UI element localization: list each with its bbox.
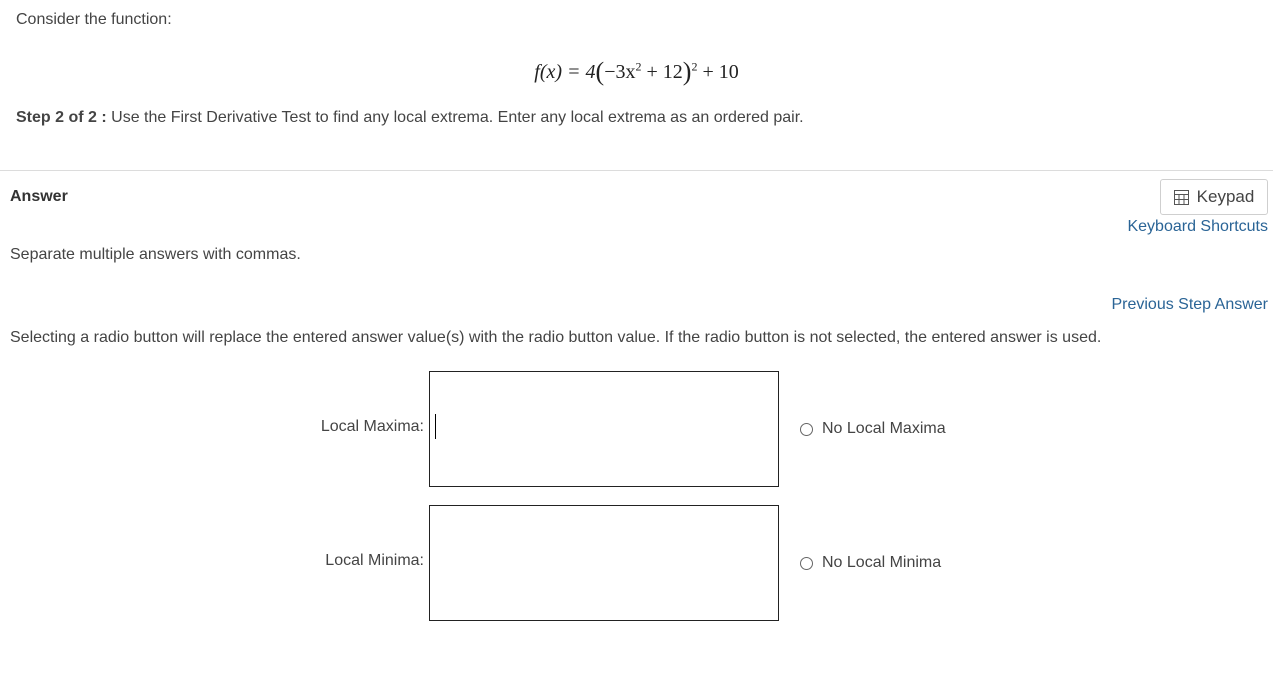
formula-inner-b: + 12 (641, 61, 683, 83)
previous-step-answer-link[interactable]: Previous Step Answer (1111, 296, 1268, 313)
formula-tail: + 10 (697, 61, 739, 83)
no-local-minima-label: No Local Minima (822, 554, 942, 571)
keypad-button[interactable] (1160, 179, 1268, 215)
formula-inner-a: −3x (604, 61, 636, 83)
local-maxima-input[interactable] (429, 371, 779, 487)
keyboard-shortcuts-link[interactable]: Keyboard Shortcuts (1127, 218, 1268, 235)
radio-button-note: Selecting a radio button will replace the entered answer value(s) with the radio button value. If the radio button is not selected, the entered answer is used. (10, 329, 1102, 346)
local-minima-label: Local Minima: (325, 552, 424, 569)
function-formula (0, 55, 1273, 85)
no-local-minima-radio[interactable] (800, 554, 941, 572)
formula-outer-exponent: 2 (691, 59, 698, 74)
no-local-maxima-label: No Local Maxima (822, 420, 946, 437)
step-instructions (16, 109, 804, 127)
radio-circle-icon[interactable] (800, 557, 813, 570)
section-divider (0, 170, 1273, 171)
local-maxima-label: Local Maxima: (320, 418, 424, 435)
step-label: Step 2 of 2 : (16, 109, 107, 126)
question-intro: Consider the function: (16, 11, 172, 28)
no-local-maxima-radio[interactable] (800, 420, 946, 438)
formula-lhs: f(x) = 4 (534, 61, 596, 83)
keypad-label: Keypad (1196, 187, 1255, 206)
step-text: Use the First Derivative Test to find any local extrema. Enter any local extrema as an ordered pair. (106, 109, 804, 126)
formula-open-paren: ( (595, 57, 605, 86)
answer-heading: Answer (10, 188, 68, 205)
text-caret (435, 414, 436, 439)
local-minima-input[interactable] (429, 505, 779, 621)
radio-circle-icon[interactable] (800, 423, 813, 436)
calculator-icon (1174, 190, 1189, 205)
formula-close-paren: ) (682, 57, 692, 86)
formula-inner-exponent: 2 (635, 59, 642, 74)
separate-answers-note: Separate multiple answers with commas. (10, 246, 301, 263)
